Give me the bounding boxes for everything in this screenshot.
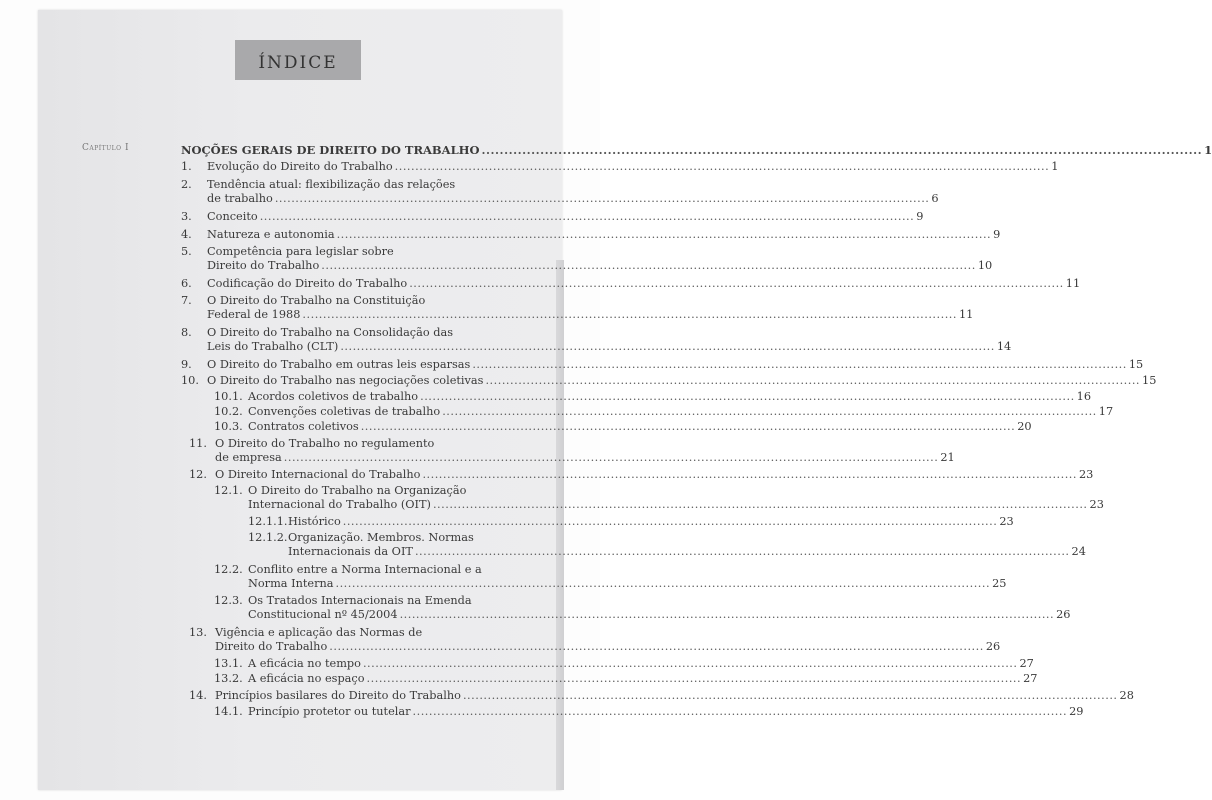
toc-entry-text: A eficácia no tempo xyxy=(248,657,361,670)
toc-entry[interactable] xyxy=(181,160,1059,174)
toc-entry-text: Princípios basilares do Direito do Trabalho xyxy=(215,689,461,702)
toc-page-number: 10 xyxy=(977,259,993,272)
toc-entry-number: 14. xyxy=(189,689,207,702)
toc-entry-number: 13.1. xyxy=(214,657,243,670)
toc-entry[interactable] xyxy=(214,420,1032,434)
toc-entry-number: 12.2. xyxy=(214,563,243,576)
toc-entry-text: Codificação do Direito do Trabalho xyxy=(207,277,408,290)
toc-entry-number: 12. xyxy=(189,468,207,481)
toc-entry-text: Vigência e aplicação das Normas de xyxy=(215,626,423,639)
toc-entry-number: 10.1. xyxy=(214,390,243,403)
toc-page-number: 27 xyxy=(1019,657,1034,670)
toc-entry[interactable] xyxy=(181,326,1012,354)
toc-entry-number: 2. xyxy=(181,178,192,191)
toc-page-number: 26 xyxy=(1056,608,1071,621)
toc-entry[interactable] xyxy=(214,563,1007,591)
toc-page-number: 23 xyxy=(1089,498,1104,511)
toc-entry-number: 14.1. xyxy=(214,705,243,718)
toc-page-number: 6 xyxy=(931,192,939,205)
toc-entry[interactable] xyxy=(214,594,1071,622)
toc-entry-number: 11. xyxy=(189,437,207,450)
toc-entry-text: O Direito do Trabalho na Organização xyxy=(248,484,467,497)
toc-page-number: 9 xyxy=(916,210,924,223)
toc-entry[interactable] xyxy=(181,228,1001,242)
toc-entry-number: 10.3. xyxy=(214,420,243,433)
toc-entry[interactable] xyxy=(214,705,1084,719)
toc-entry-number: 5. xyxy=(181,245,192,258)
toc-entry-text: NOÇÕES GERAIS DE DIREITO DO TRABALHO xyxy=(181,143,480,157)
toc-entry-text: A eficácia no espaço xyxy=(248,672,365,685)
toc-entry-number: 9. xyxy=(181,358,192,371)
toc-entry-text: Acordos coletivos de trabalho xyxy=(248,390,419,403)
toc-entry[interactable] xyxy=(181,245,993,273)
toc-page-number: 11 xyxy=(958,308,974,321)
toc-entry-text: Constitucional nº 45/2004 xyxy=(248,608,398,621)
toc-entry-text: O Direito do Trabalho na Consolidação das xyxy=(207,326,454,339)
toc-entry-number: 13. xyxy=(189,626,207,639)
toc-entry-text: Direito do Trabalho xyxy=(215,640,328,653)
toc-entry-text: Federal de 1988 xyxy=(207,308,301,321)
toc-entry[interactable] xyxy=(181,374,1157,388)
toc-page-number: 1 xyxy=(1051,160,1059,173)
toc-page-number: 17 xyxy=(1098,405,1114,418)
toc-entry[interactable] xyxy=(214,672,1038,686)
toc-entry[interactable] xyxy=(181,210,924,224)
toc-page-number: 23 xyxy=(1079,468,1094,481)
toc-entry-number: 12.1.1. xyxy=(248,515,288,528)
toc-entry-text: de trabalho xyxy=(207,192,273,205)
toc-page-number: 14 xyxy=(996,340,1012,353)
toc-entry-number: 12.3. xyxy=(214,594,243,607)
toc-entry-number: 3. xyxy=(181,210,192,223)
toc-entry-number: 8. xyxy=(181,326,192,339)
toc-entry[interactable] xyxy=(214,657,1034,671)
toc-page-number: 1 xyxy=(1204,143,1212,157)
index-title: ÍNDICE xyxy=(258,53,338,73)
toc-entry-number: 12.1.2. xyxy=(248,531,288,544)
toc-entry-number: 10.2. xyxy=(214,405,243,418)
toc-page-number: 25 xyxy=(992,577,1007,590)
toc-entry-text: Natureza e autonomia xyxy=(207,228,335,241)
toc-entry-text: O Direito do Trabalho em outras leis esparsas xyxy=(207,358,471,371)
toc-page-number: 23 xyxy=(999,515,1014,528)
toc-entry-number: 6. xyxy=(181,277,192,290)
toc-entry-text: Convenções coletivas de trabalho xyxy=(248,405,441,418)
toc-entry-number: 4. xyxy=(181,228,192,241)
toc-entry-text: Competência para legislar sobre xyxy=(207,245,394,258)
toc-entry[interactable] xyxy=(189,468,1094,482)
toc-entry[interactable] xyxy=(181,277,1081,291)
toc-entry-chapter-title[interactable] xyxy=(181,143,1212,157)
toc-entry-text: Evolução do Direito do Trabalho xyxy=(207,160,393,173)
toc-page-number: 24 xyxy=(1071,545,1086,558)
toc-page-number: 27 xyxy=(1023,672,1038,685)
toc-entry-text: Internacional do Trabalho (OIT) xyxy=(248,498,431,511)
toc-entry-text: Princípio protetor ou tutelar xyxy=(248,705,411,718)
toc-entry-text: Internacionais da OIT xyxy=(288,545,413,558)
toc-entry-text: O Direito do Trabalho no regulamento xyxy=(215,437,435,450)
toc-entry-number: 10. xyxy=(181,374,199,387)
toc-entry[interactable] xyxy=(214,484,1104,512)
toc-entry-text: Os Tratados Internacionais na Emenda xyxy=(248,594,472,607)
toc-entry-number: 12.1. xyxy=(214,484,243,497)
toc-entry-text: Norma Interna xyxy=(248,577,334,590)
toc-entry[interactable] xyxy=(181,178,939,206)
toc-entry-text: Tendência atual: flexibilização das relações xyxy=(207,178,456,191)
toc-page-number: 11 xyxy=(1065,277,1081,290)
toc-page-number: 16 xyxy=(1076,390,1092,403)
toc-entry-text: de empresa xyxy=(215,451,282,464)
toc-entry[interactable] xyxy=(189,689,1134,703)
toc-page-number: 15 xyxy=(1128,358,1144,371)
toc-page-number: 29 xyxy=(1069,705,1084,718)
toc-entry-text: Contratos coletivos xyxy=(248,420,359,433)
toc-entry[interactable] xyxy=(214,405,1114,419)
toc-page-number: 9 xyxy=(993,228,1001,241)
toc-entry[interactable] xyxy=(181,358,1144,372)
toc-page-number: 15 xyxy=(1142,374,1157,387)
toc-entry[interactable] xyxy=(248,531,1086,559)
toc-page-number: 21 xyxy=(940,451,955,464)
toc-entry-text: Histórico xyxy=(288,515,341,528)
toc-entry-text: Leis do Trabalho (CLT) xyxy=(207,340,339,353)
chapter-label: Capítulo I xyxy=(82,143,130,153)
toc-entry-text: Conceito xyxy=(207,210,258,223)
toc-entry-text: Direito do Trabalho xyxy=(207,259,320,272)
toc-entry-text: O Direito do Trabalho nas negociações coletivas xyxy=(207,374,484,387)
toc-page-number: 20 xyxy=(1017,420,1032,433)
toc-page-number: 28 xyxy=(1119,689,1134,702)
toc-entry-number: 7. xyxy=(181,294,192,307)
toc-page-number: 26 xyxy=(985,640,1001,653)
toc-entry-number: 13.2. xyxy=(214,672,243,685)
toc-entry[interactable] xyxy=(189,437,955,465)
toc-entry-text: O Direito do Trabalho na Constituição xyxy=(207,294,426,307)
toc-entry-number: 1. xyxy=(181,160,192,173)
toc-entry-text: Conflito entre a Norma Internacional e a xyxy=(248,563,482,576)
toc-entry[interactable] xyxy=(181,294,974,322)
toc-entry[interactable] xyxy=(248,515,1014,529)
toc-entry-text: Organização. Membros. Normas xyxy=(288,531,474,544)
toc-entry[interactable] xyxy=(214,390,1092,404)
toc-entry[interactable] xyxy=(189,626,1001,654)
toc-entry-text: O Direito Internacional do Trabalho xyxy=(215,468,421,481)
index-header xyxy=(235,40,361,80)
